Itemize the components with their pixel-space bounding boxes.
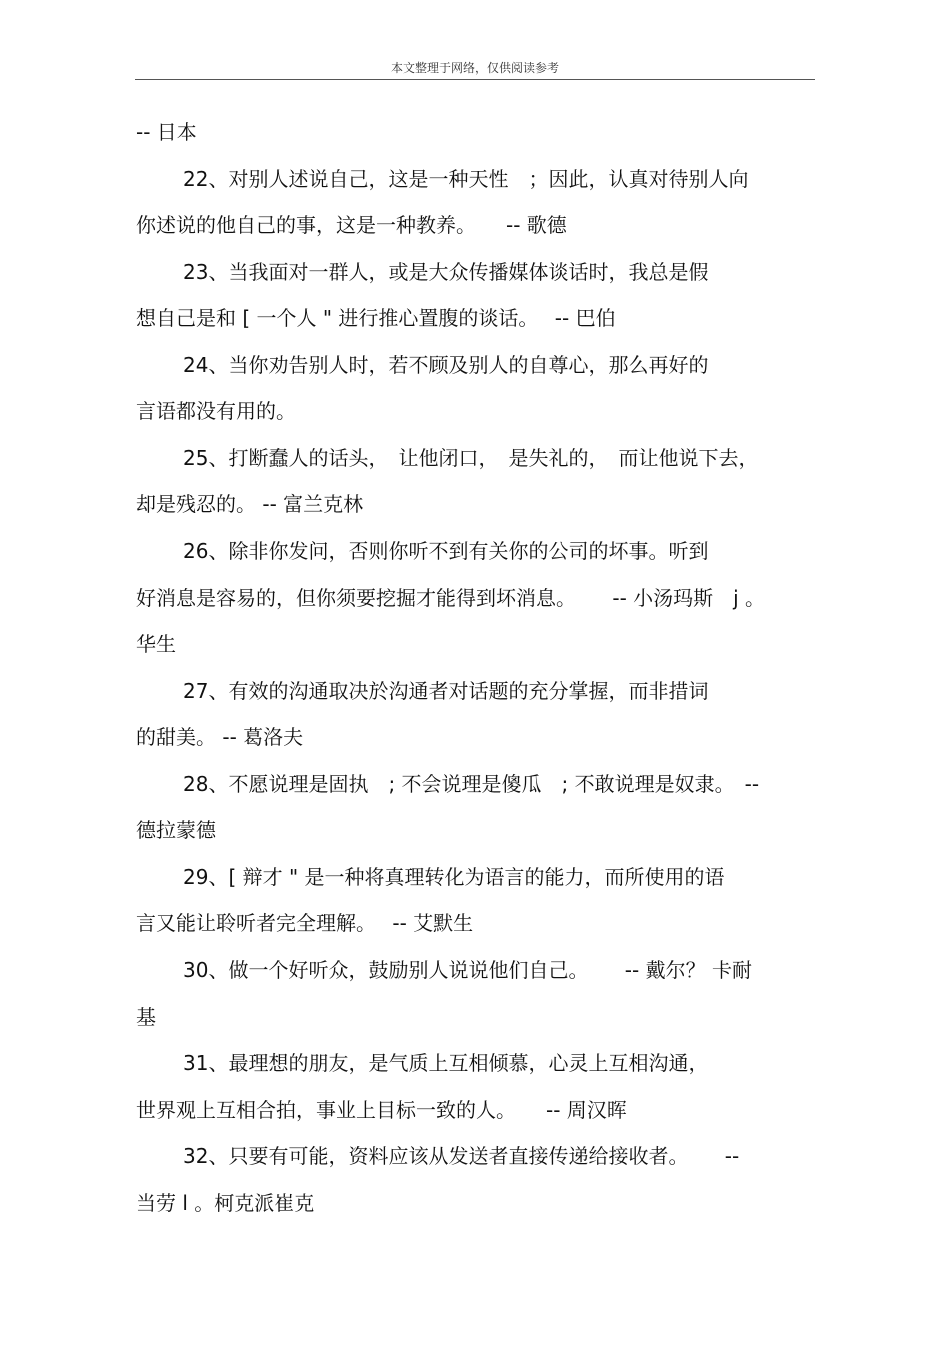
text-line: -- 日本 bbox=[136, 120, 197, 144]
text-line: 想自己是和 [ 一个人 " 进行推心置腹的谈话。 -- 巴伯 bbox=[136, 306, 616, 330]
text-line: 言语都没有用的。 bbox=[136, 399, 296, 423]
text-line: 27、有效的沟通取决於沟通者对话题的充分掌握，而非措词 bbox=[183, 679, 709, 703]
text-line: 23、当我面对一群人，或是大众传播媒体谈话时，我总是假 bbox=[183, 260, 709, 284]
header-divider bbox=[135, 79, 815, 80]
text-line: 言又能让聆听者完全理解。 -- 艾默生 bbox=[136, 911, 474, 935]
text-line: 你述说的他自己的事，这是一种教养。 -- 歌德 bbox=[136, 213, 567, 237]
text-line: 世界观上互相合拍，事业上目标一致的人。 -- 周汉晖 bbox=[136, 1098, 627, 1122]
text-line: 22、对别人述说自己，这是一种天性 ；因此，认真对待别人向 bbox=[183, 167, 749, 191]
text-line: 德拉蒙德 bbox=[136, 818, 216, 842]
text-line: 好消息是容易的，但你须要挖掘才能得到坏消息。 -- 小汤玛斯 j 。 bbox=[136, 586, 766, 610]
text-line: 26、除非你发问，否则你听不到有关你的公司的坏事。听到 bbox=[183, 539, 709, 563]
text-line: 29、[ 辩才 " 是一种将真理转化为语言的能力，而所使用的语 bbox=[183, 865, 725, 889]
text-line: 32、只要有可能，资料应该从发送者直接传递给接收者。 -- bbox=[183, 1144, 740, 1168]
text-line: 的甜美。 -- 葛洛夫 bbox=[136, 725, 304, 749]
text-line: 30、做一个好听众，鼓励别人说说他们自己。 -- 戴尔？ 卡耐 bbox=[183, 958, 752, 982]
text-line: 当劳 l 。柯克派崔克 bbox=[136, 1191, 315, 1215]
page-header: 本文整理于网络，仅供阅读参考 bbox=[390, 61, 559, 75]
text-line: 华生 bbox=[136, 632, 176, 656]
text-line: 却是残忍的。 -- 富兰克林 bbox=[136, 492, 364, 516]
text-line: 25、打断蠢人的话头， 让他闭口， 是失礼的， 而让他说下去， bbox=[183, 446, 759, 470]
text-line: 31、最理想的朋友，是气质上互相倾慕，心灵上互相沟通， bbox=[183, 1051, 709, 1075]
text-line: 24、当你劝告别人时，若不顾及别人的自尊心，那么再好的 bbox=[183, 353, 709, 377]
text-line: 基 bbox=[136, 1005, 156, 1029]
text-line: 28、不愿说理是固执 ; 不会说理是傻瓜 ; 不敢说理是奴隶。 -- bbox=[183, 772, 760, 796]
